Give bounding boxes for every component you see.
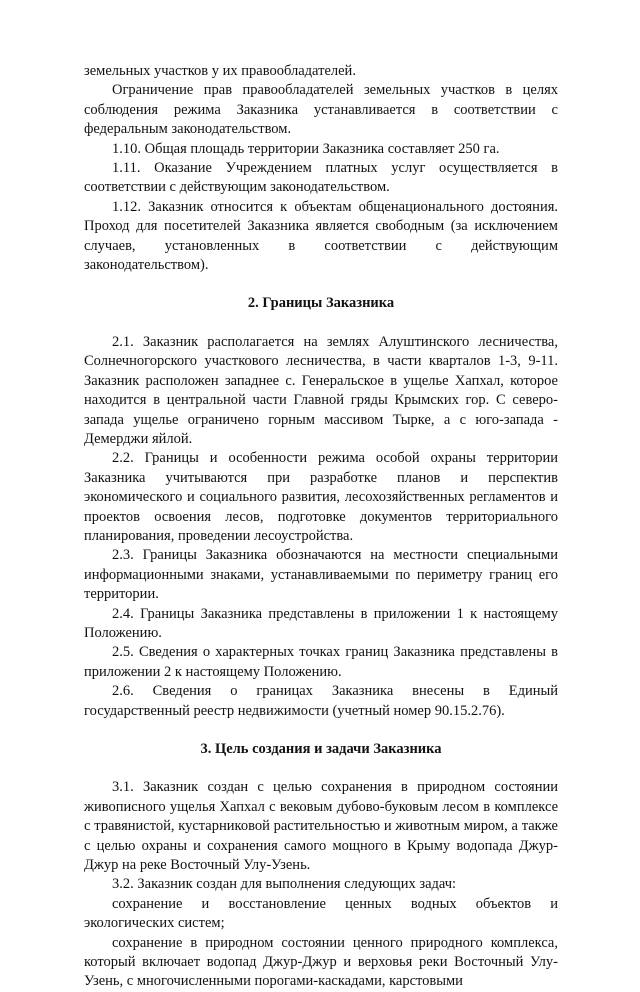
document-page — [84, 62, 558, 992]
section-heading: 2. Границы Заказника — [247, 295, 395, 312]
paragraph: сохранение в природном состоянии ценного природного комплекса, который включает водопад Джур-Джур и верховья реки Восточный Улу-Узень, с многочисленными порогами-каскадами, карстовыми — [84, 934, 558, 990]
paragraph: 3.2. Заказник создан для выполнения следующих задач: — [112, 876, 457, 893]
paragraph: сохранение и восстановление ценных водных объектов и экологических систем; — [84, 895, 558, 932]
paragraph: 1.11. Оказание Учреждением платных услуг осуществляется в соответствии с действующим законодательством. — [84, 160, 558, 196]
paragraph: 1.10. Общая площадь территории Заказника составляет 250 га. — [112, 140, 500, 157]
paragraph: 2.2. Границы и особенности режима особой охраны территории Заказника учитываются при разработке планов и перспектив экономического и социального развития, лесохозяйственных регламентов и проектов освоения лесов, подготовке документов территориального планирования, проведении лесоустройства. — [84, 450, 558, 544]
paragraph: 2.6. Сведения о границах Заказника внесены в Единый государственный реестр недвижимости (учетный номер 90.15.2.76). — [84, 683, 558, 719]
paragraph: 2.1. Заказник располагается на землях Алуштинского лесничества, Солнечногорского участкового лесничества, в части кварталов 1-3, 9-11. Заказник расположен западнее с. Генеральское в ущелье Хапхал, которое находится в центральной части Главной гряды Крымских гор. С северо-запада ущелье ограничено горным массивом Тырке, а с юго-запада - Демерджи яйлой. — [84, 333, 558, 447]
paragraph: земельных участков у их правообладателей. — [84, 63, 356, 79]
paragraph: Ограничение прав правообладателей земельных участков в целях соблюдения режима Заказника устанавливается в соответствии с федеральным законодательством. — [84, 82, 558, 138]
section-heading: 3. Цель создания и задачи Заказника — [200, 741, 442, 757]
paragraph: 2.4. Границы Заказника представлены в приложении 1 к настоящему Положению. — [84, 605, 558, 641]
paragraph: 2.5. Сведения о характерных точках границ Заказника представлены в приложении 2 к настоящему Положению. — [84, 644, 558, 680]
paragraph: 2.3. Границы Заказника обозначаются на местности специальными информационными знаками, устанавливаемыми по периметру границ его территории. — [84, 547, 558, 603]
paragraph: 3.1. Заказник создан с целью сохранения в природном состоянии живописного ущелья Хапхал с вековым дубово-буковым лесом в комплексе с травянистой, кустарниковой растительностью и животным миром, а также с целью охраны и сохранения самого мощного в Крыму водопада Джур-Джур на реке Восточный Улу-Узень. — [84, 779, 558, 874]
paragraph: 1.12. Заказник относится к объектам общенационального достояния. Проход для посетителей Заказника является свободным (за исключением случаев, установленных в соответствии с действующим законодательством). — [84, 198, 558, 274]
